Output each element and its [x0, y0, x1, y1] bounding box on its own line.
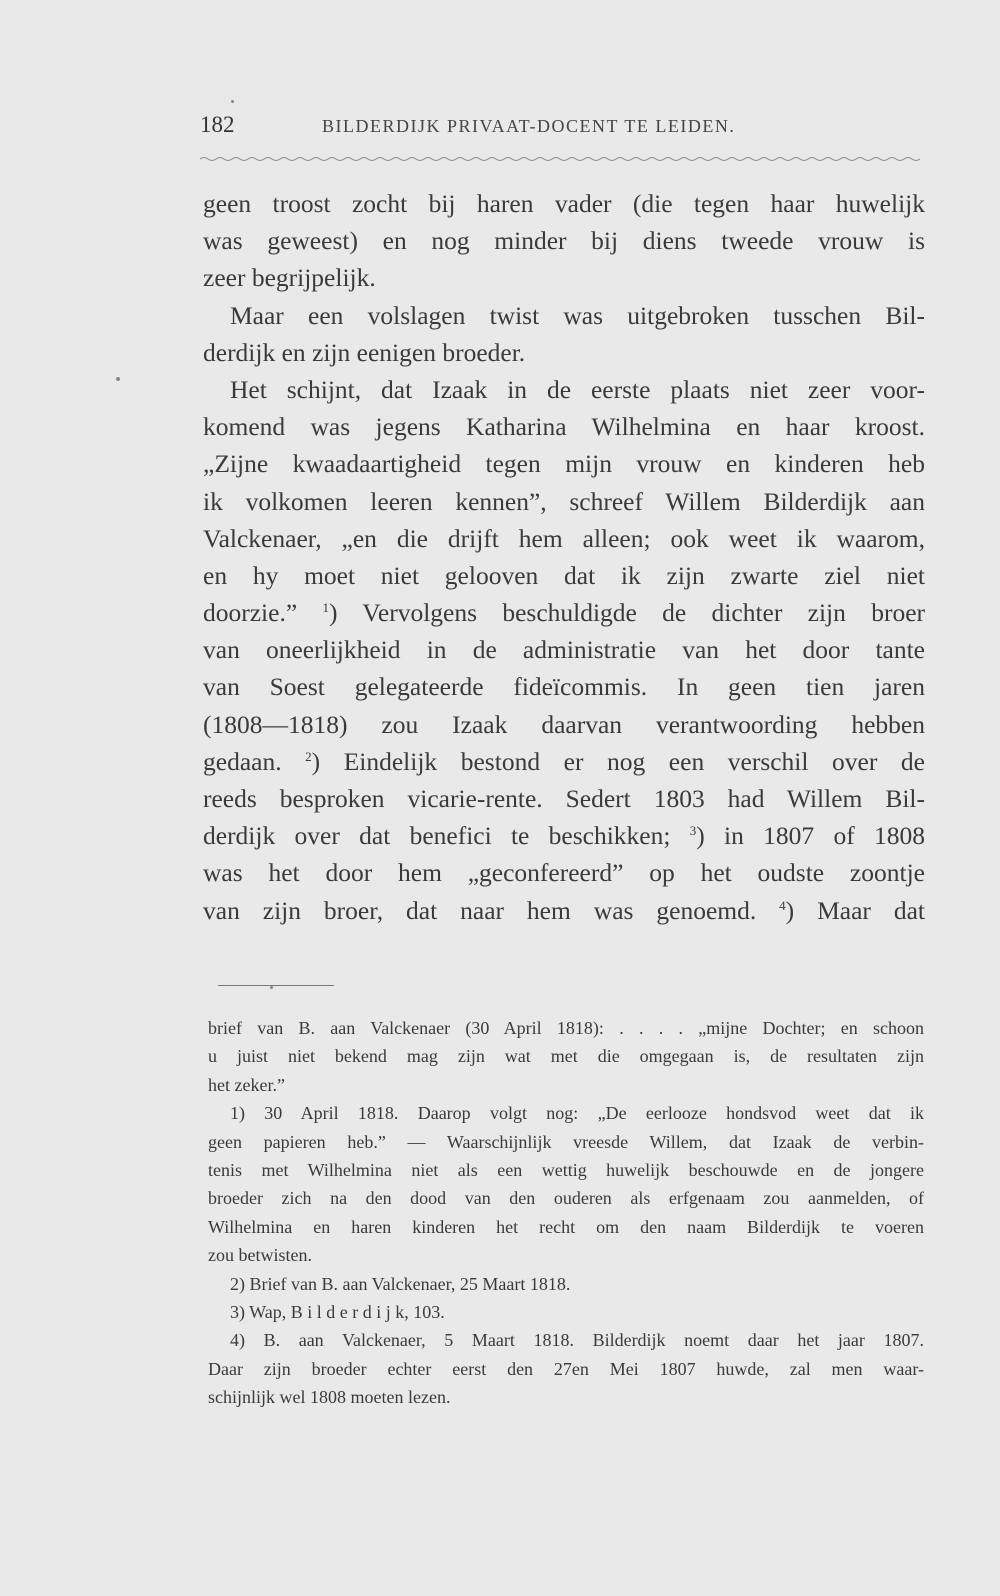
footnote-marker: 3 [689, 823, 697, 839]
page-header [200, 112, 930, 142]
line-text: doorzie.” [203, 598, 323, 628]
body-text [203, 185, 925, 929]
paper-speck [231, 100, 234, 103]
paper-speck [116, 377, 120, 381]
body-line: van Soest gelegateerde fideïcommis. In geen tien jaren [203, 672, 925, 702]
line-text: ) Eindelijk bestond er nog een verschil over de [311, 746, 925, 776]
body-line: ik volkomen leeren kennen”, schreef Willem Bilderdijk aan [203, 486, 925, 516]
body-line: zeer begrijpelijk. [203, 263, 376, 293]
body-line: „Zijne kwaadaartigheid tegen mijn vrouw en kinderen heb [203, 449, 925, 479]
footnote-marker: 4 [779, 897, 786, 913]
line-text: van zijn broer, dat naar hem was genoemd. [203, 895, 780, 925]
footnote-line: Daar zijn broeder echter eerst den 27en Mei 1807 huwde, zal men waar- [208, 1358, 924, 1379]
body-line [203, 743, 925, 780]
footnote-line: u juist niet bekend mag zijn wat met die omgegaan is, de resultaten zijn [208, 1046, 924, 1067]
body-line: (1808—1818) zou Izaak daarvan verantwoording hebben [203, 709, 925, 739]
body-line [203, 594, 925, 631]
paper-speck [270, 986, 273, 989]
header-rule [200, 156, 920, 162]
body-line: derdijk en zijn eenigen broeder. [203, 337, 526, 367]
footnote-line: 1) 30 April 1818. Daarop volgt nog: „De eerlooze hondsvod weet dat ik [230, 1103, 924, 1124]
footnote-line: schijnlijk wel 1808 moeten lezen. [208, 1387, 451, 1408]
body-line [203, 892, 925, 929]
line-text: ) Maar dat [785, 895, 925, 925]
footnote-line: geen papieren heb.” — Waarschijnlijk vreesde Willem, dat Izaak de verbin- [208, 1131, 924, 1152]
footnote-line: 2) Brief van B. aan Valckenaer, 25 Maart 1818. [230, 1273, 571, 1294]
page-number: 182 [200, 112, 235, 137]
footnote-line: brief van B. aan Valckenaer (30 April 1818): . . . . „mijne Dochter; en schoon [208, 1018, 924, 1038]
body-line: was geweest) en nog minder bij diens tweede vrouw is [203, 226, 925, 256]
footnote-marker: 1 [322, 600, 329, 616]
body-line [203, 817, 925, 854]
footnotes [208, 1014, 924, 1411]
body-line: Maar een volslagen twist was uitgebroken tusschen Bil- [230, 300, 925, 330]
body-line: van oneerlijkheid in de administratie van het door tante [203, 635, 925, 665]
line-text: derdijk over dat benefici te beschikken; [203, 821, 690, 851]
body-line: Het schijnt, dat Izaak in de eerste plaats niet zeer voor- [230, 374, 925, 404]
body-line: komend was jegens Katharina Wilhelmina en haar kroost. [203, 412, 925, 442]
body-line: en hy moet niet gelooven dat ik zijn zwarte ziel niet [203, 560, 925, 590]
footnote-separator [218, 985, 334, 986]
footnote-line: het zeker.” [208, 1074, 285, 1095]
body-line: geen troost zocht bij haren vader (die tegen haar huwelijk [203, 189, 925, 218]
line-text: ) in 1807 of 1808 [696, 821, 925, 851]
footnote-line: zou betwisten. [208, 1245, 312, 1266]
line-text: ) Vervolgens beschuldigde de dichter zijn broer [328, 598, 925, 628]
body-line: was het door hem „geconfereerd” op het oudste zoontje [203, 858, 925, 888]
footnote-marker: 2 [305, 748, 312, 764]
footnote-line: tenis met Wilhelmina niet als een wettig huwelijk beschouwde en de jongere [208, 1159, 924, 1180]
footnote-line: Wilhelmina en haren kinderen het recht om den naam Bilderdijk te voeren [208, 1216, 924, 1237]
line-text: gedaan. [203, 746, 306, 776]
footnote-line: broeder zich na den dood van den ouderen als erfgenaam zou aanmelden, of [208, 1188, 924, 1209]
body-line: Valckenaer, „en die drijft hem alleen; ook weet ik waarom, [203, 523, 925, 553]
footnote-line: 3) Wap, B i l d e r d i j k, 103. [230, 1301, 445, 1322]
body-line: reeds besproken vicarie-rente. Sedert 1803 had Willem Bil- [203, 784, 925, 813]
running-title: BILDERDIJK PRIVAAT-DOCENT TE LEIDEN. [322, 116, 736, 136]
footnote-line: 4) B. aan Valckenaer, 5 Maart 1818. Bilderdijk noemt daar het jaar 1807. [230, 1330, 924, 1351]
